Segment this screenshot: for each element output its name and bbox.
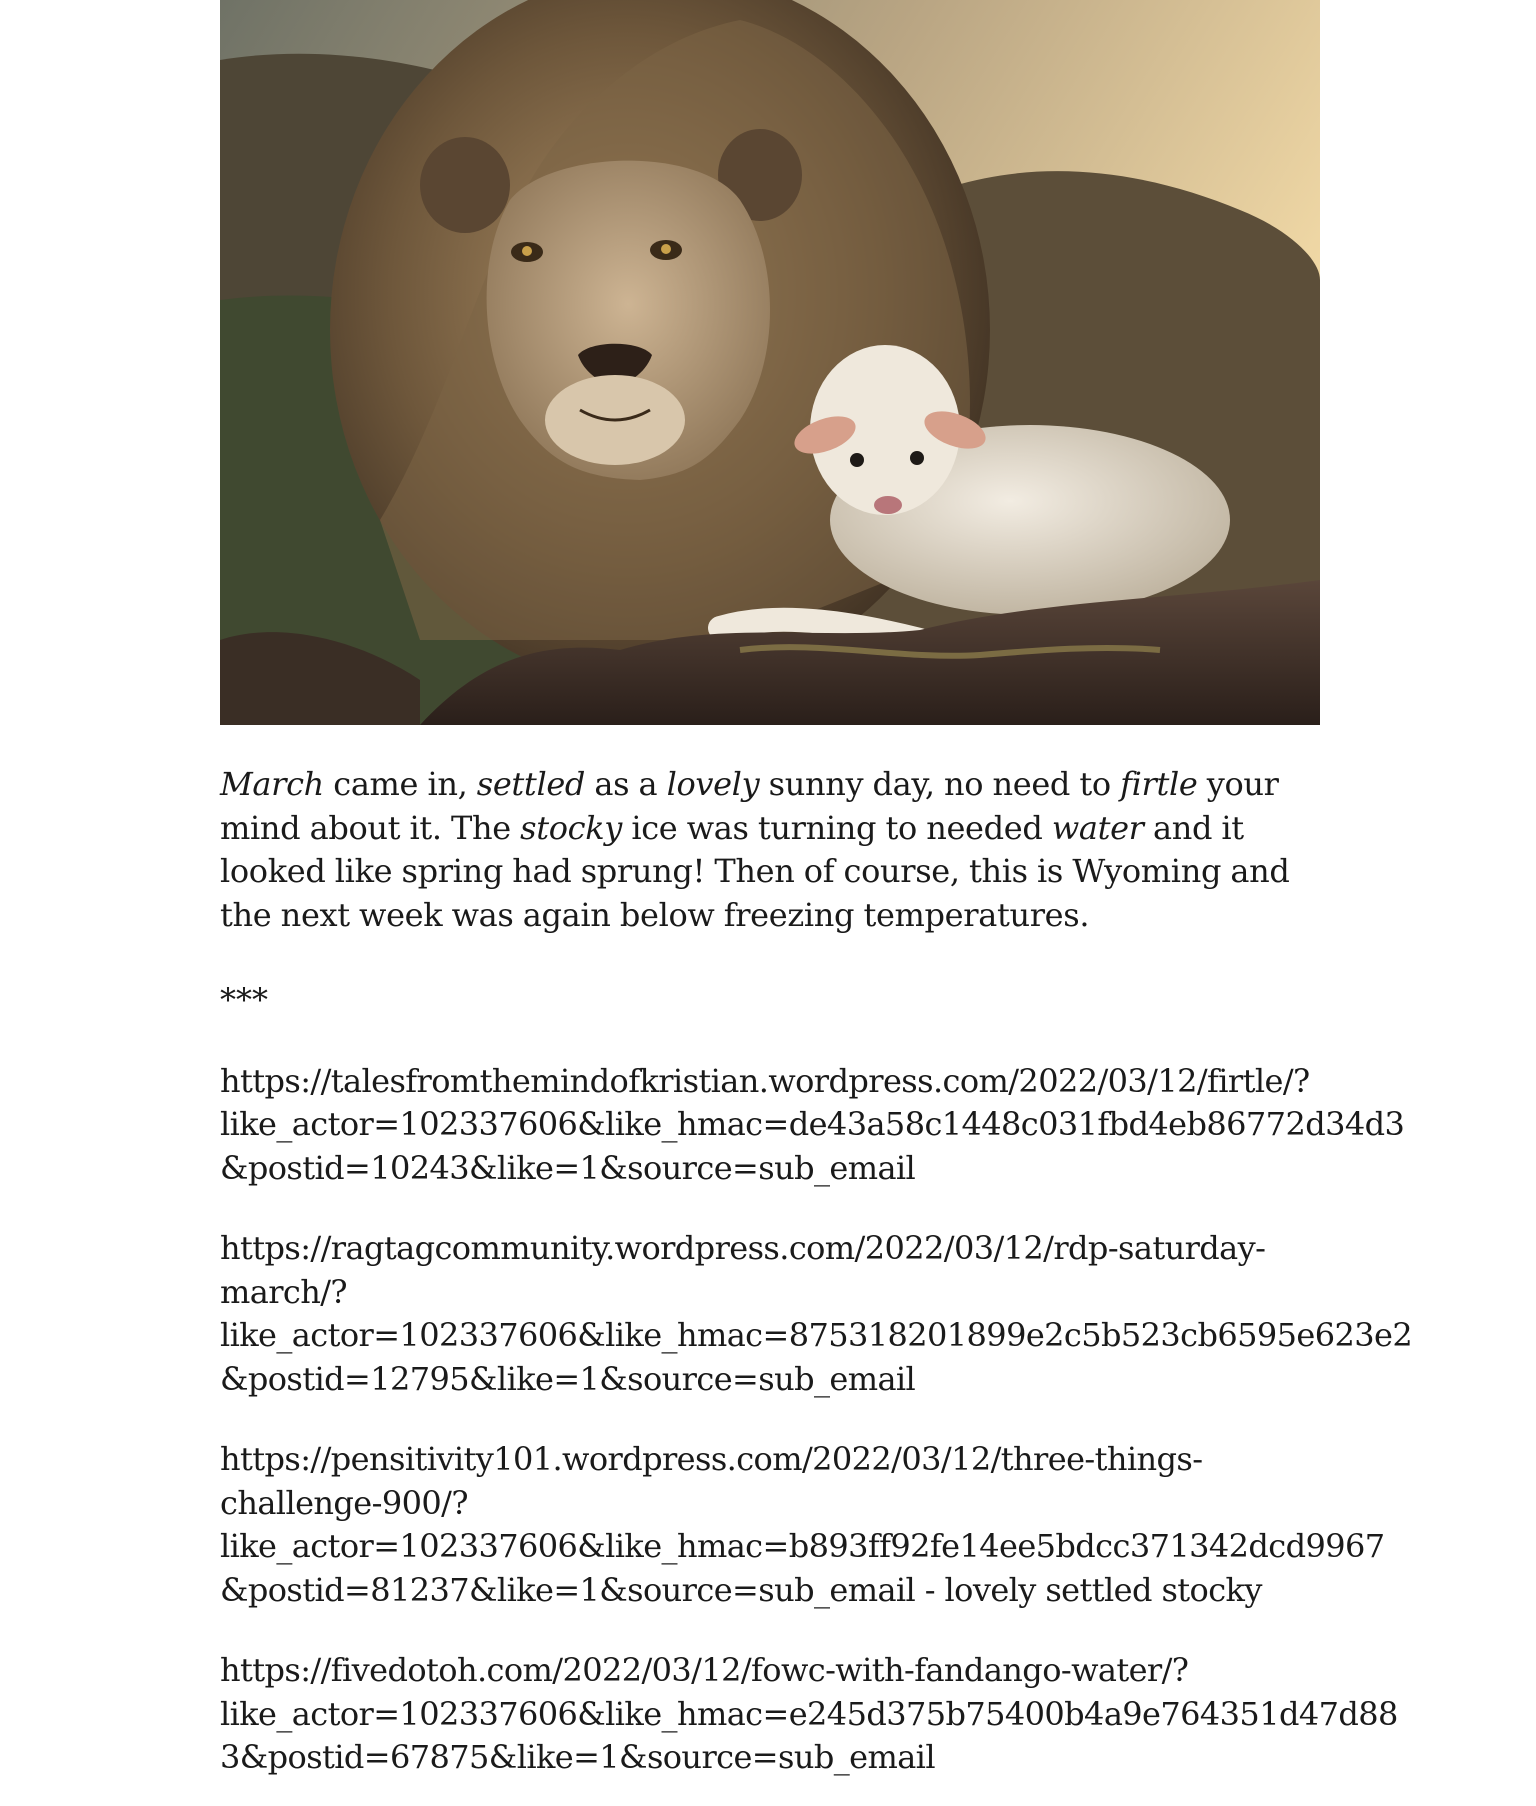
body-paragraph: [220, 763, 1320, 937]
separator: ***: [220, 981, 268, 1019]
link-block-2: [220, 1227, 1413, 1401]
link-line: &postid=10243&like=1&source=sub_email: [220, 1148, 916, 1187]
link-line: &postid=81237&like=1&source=sub_email - lovely settled stocky: [220, 1570, 1262, 1609]
paragraph-text: ice was turning to needed: [622, 808, 1052, 847]
italic-word-firtle: firtle: [1120, 765, 1198, 803]
link-line: https://talesfromthemindofkristian.wordpress.com/2022/03/12/firtle/?: [220, 1061, 1310, 1100]
link-line: 3&postid=67875&like=1&source=sub_email: [220, 1738, 935, 1776]
link-line: like_actor=102337606&like_hmac=e245d375b75400b4a9e764351d47d88: [220, 1694, 1398, 1733]
paragraph-text: came in,: [323, 765, 477, 803]
like-link-1[interactable]: [220, 1060, 1405, 1191]
link-line: https://pensitivity101.wordpress.com/2022/03/12/three-things-: [220, 1440, 1203, 1478]
link-line: https://fivedotoh.com/2022/03/12/fowc-with-fandango-water/?: [220, 1651, 1189, 1689]
link-line: challenge-900/?: [220, 1483, 468, 1522]
italic-word-settled: settled: [476, 765, 586, 803]
like-link-4[interactable]: [220, 1649, 1398, 1780]
hero-image: [220, 0, 1320, 725]
link-line: https://ragtagcommunity.wordpress.com/2022/03/12/rdp-saturday-: [220, 1229, 1266, 1267]
italic-word-water: water: [1051, 808, 1144, 847]
link-line: like_actor=102337606&like_hmac=b893ff92fe14ee5bdcc371342dcd9967: [220, 1527, 1385, 1565]
lion-and-lamb-illustration: [220, 0, 1320, 725]
paragraph-text: as a: [585, 765, 667, 803]
link-line: like_actor=102337606&like_hmac=875318201899e2c5b523cb6595e623e2: [220, 1316, 1413, 1354]
link-block-1: [220, 1060, 1405, 1191]
paragraph-text: sunny day, no need to: [759, 765, 1121, 803]
post-content: [220, 0, 1413, 1780]
italic-word-stocky: stocky: [520, 808, 623, 847]
paragraph-text: your mind about it. The: [220, 765, 1279, 847]
like-link-3[interactable]: [220, 1438, 1385, 1612]
link-line: march/?: [220, 1272, 347, 1311]
like-link-2[interactable]: [220, 1227, 1413, 1401]
link-line: like_actor=102337606&like_hmac=de43a58c1448c031fbd4eb86772d34d3: [220, 1105, 1405, 1143]
link-block-4: [220, 1649, 1398, 1780]
link-block-3: [220, 1438, 1385, 1612]
link-line: &postid=12795&like=1&source=sub_email: [220, 1359, 916, 1398]
italic-word-march: March: [220, 765, 324, 803]
italic-word-lovely: lovely: [666, 765, 760, 803]
paragraph-text: and it looked like spring had sprung! Then of course, this is Wyoming and the next week was again below freezing temperatures.: [220, 808, 1290, 934]
